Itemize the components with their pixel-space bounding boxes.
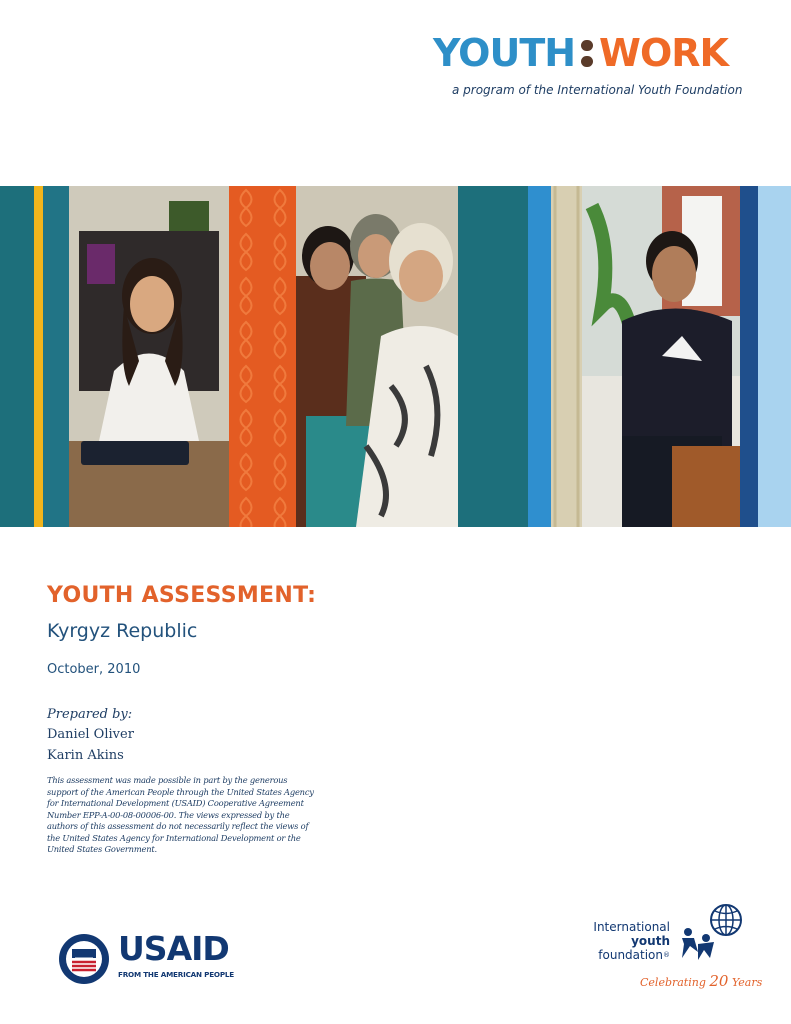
banner-stripe [458,186,528,527]
funding-disclaimer: This assessment was made possible in part by the generous support of the American People through the United States Agency for International Development (USAID) Cooperative Agreement Number EPP-A-00-08-00006-00. The views expressed by the authors of this assessment do not necessarily reflect the views of the United States Agency for International Development or the United States Government. [47,775,314,854]
pattern-icon [551,186,582,527]
banner-stripe [43,186,69,527]
logo-colon-icon [579,37,595,69]
banner-stripe [551,186,582,527]
prepared-by-label: Prepared by: [47,707,133,722]
author-name: Karin Akins [47,748,124,763]
iyf-logo-text [590,920,670,962]
usaid-tagline: FROM THE AMERICAN PEOPLE [118,970,234,979]
banner-stripe [740,186,758,527]
usaid-seal-icon [58,933,110,985]
logo-work-text: WORK [599,31,728,75]
banner-stripe [34,186,43,527]
photo-young-man-image [582,186,740,527]
banner-stripe-orange-pattern [229,186,296,527]
iyf-line2: youth [631,934,670,948]
logo-youth-text: YOUTH [433,31,576,75]
photo-banner [0,186,791,527]
photo-group-students [296,186,458,527]
iyf-line3: foundation® [598,948,670,962]
photo-young-man [582,186,740,527]
banner-stripe [0,186,34,527]
report-subtitle: Kyrgyz Republic [47,620,198,642]
iyf-globe-people-icon [674,902,744,962]
author-name: Daniel Oliver [47,727,134,742]
logo-tagline: a program of the International Youth Foundation [452,83,743,97]
iyf-celebrating-20-years: Celebrating 20 Years [640,972,763,990]
photo-girl-at-desk [69,186,229,527]
usaid-wordmark [118,931,229,967]
photo-group-students-image [296,186,458,527]
iyf-line1: International [593,920,670,934]
banner-stripe [758,186,791,527]
photo-girl-at-desk-image [69,186,229,527]
usaid-name: USAID [118,929,229,968]
pattern-icon [229,186,296,527]
banner-stripe [528,186,551,527]
report-title: YOUTH ASSESSMENT: [47,583,317,608]
report-date: October, 2010 [47,662,141,677]
youthwork-logo [433,33,753,73]
